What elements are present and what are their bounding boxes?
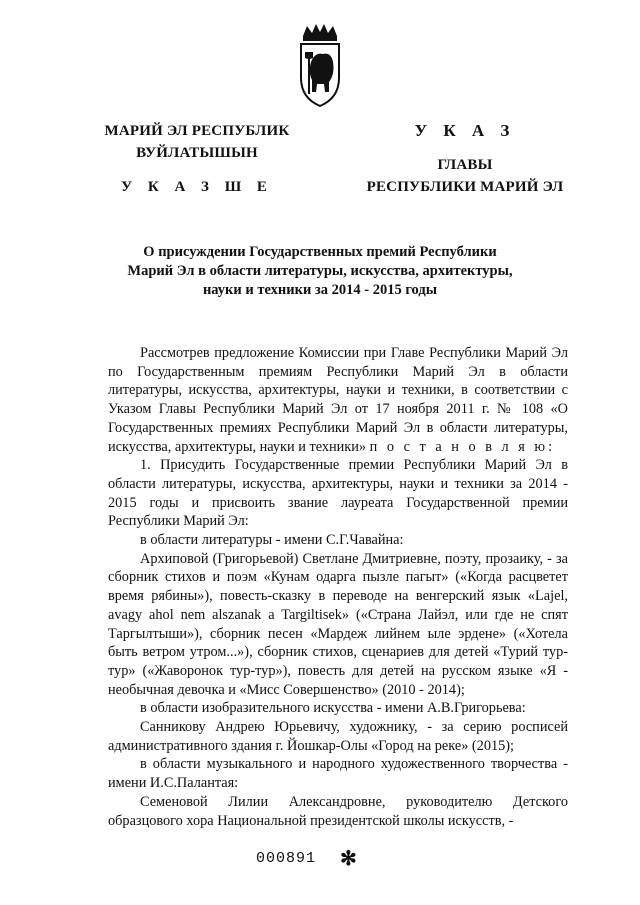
- document-body: [108, 344, 568, 830]
- coat-of-arms-icon: [297, 22, 343, 110]
- header-left-line2: ВУЙЛАТЫШЫН: [136, 145, 258, 161]
- preamble-text: Рассмотрев предложение Комиссии при Главе Республики Марий Эл по Государственным премиям Республики Марий Эл в области литературы, искусства, архитектуры, науки и техники, в соответствии с Указом Главы Республики Марий Эл от 17 ноября 2011 г. № 108 «О Государственных премиях Республики Марий Эл в области литературы, искусства, архитектуры, науки и техники»: [108, 345, 568, 455]
- paragraph-item-1: 1. Присудить Государственные премии Республики Марий Эл в области литературы, искусства, архитектуры, науки и техники за 2014 - 2015 годы и присвоить звание лауреата Государственной премии Республики Марий Эл:: [108, 457, 568, 530]
- header-left-line1: МАРИЙ ЭЛ РЕСПУБЛИК: [104, 123, 290, 139]
- title-line1: О присуждении Государственных премий Республики: [143, 244, 497, 260]
- header-left-line3: У К А З Ш Е: [121, 179, 273, 195]
- paragraph-arkhipova: Архиповой (Григорьевой) Светлане Дмитриевне, поэту, прозаику, - за сборник стихов и поэм «Кунам одарга пызле пагыт» («Когда расцветет время рябины»), повесть-сказку в переводе на венгерский язык «Lajel, avagy ahol nem alszanak a Targiltisek» («Страна Лайэл, или где не спят Таргылтыши»), сборник песен «Мардеж лийнем ыле эрдене» («Хотела быть ветром утром...»), сборник стихов, сценариев для детей «Турий тур-тур» («Жаворонок тур-тур»), повесть для детей на русском языке «Я - необычная девочка и «Мисс Совершенство» (2010 - 2014);: [108, 550, 568, 698]
- header-left: [92, 120, 302, 198]
- paragraph-music-heading: в области музыкального и народного художественного творчества - имени И.С.Палантая:: [108, 756, 568, 792]
- asterisk-mark: ✻: [340, 848, 357, 870]
- title-line2: Марий Эл в области литературы, искусства, архитектуры,: [127, 263, 513, 279]
- document-number: 000891: [256, 850, 317, 867]
- paragraph-sannikov: Санникову Андрею Юрьевичу, художнику, - за серию росписей административного здания г. Йошкар-Олы «Город на реке» (2015);: [108, 719, 568, 754]
- document-title: [100, 243, 540, 300]
- paragraph-literature-heading: в области литературы - имени С.Г.Чавайна:: [140, 532, 404, 549]
- decree-word: п о с т а н о в л я ю:: [369, 438, 556, 455]
- title-line3: науки и техники за 2014 - 2015 годы: [202, 282, 438, 298]
- header-right: [350, 120, 580, 198]
- header-right-line1: У К А З: [414, 121, 516, 140]
- paragraph-fine-arts-heading: в области изобразительного искусства - имени А.В.Григорьева:: [140, 700, 526, 717]
- header-right-line2: ГЛАВЫ: [437, 157, 493, 173]
- header-right-line3: РЕСПУБЛИКИ МАРИЙ ЭЛ: [366, 179, 564, 195]
- paragraph-semenova: Семеновой Лилии Александровне, руководителю Детского образцового хора Национальной президентской школы искусств, -: [108, 793, 568, 829]
- paragraph-preamble: [108, 344, 568, 456]
